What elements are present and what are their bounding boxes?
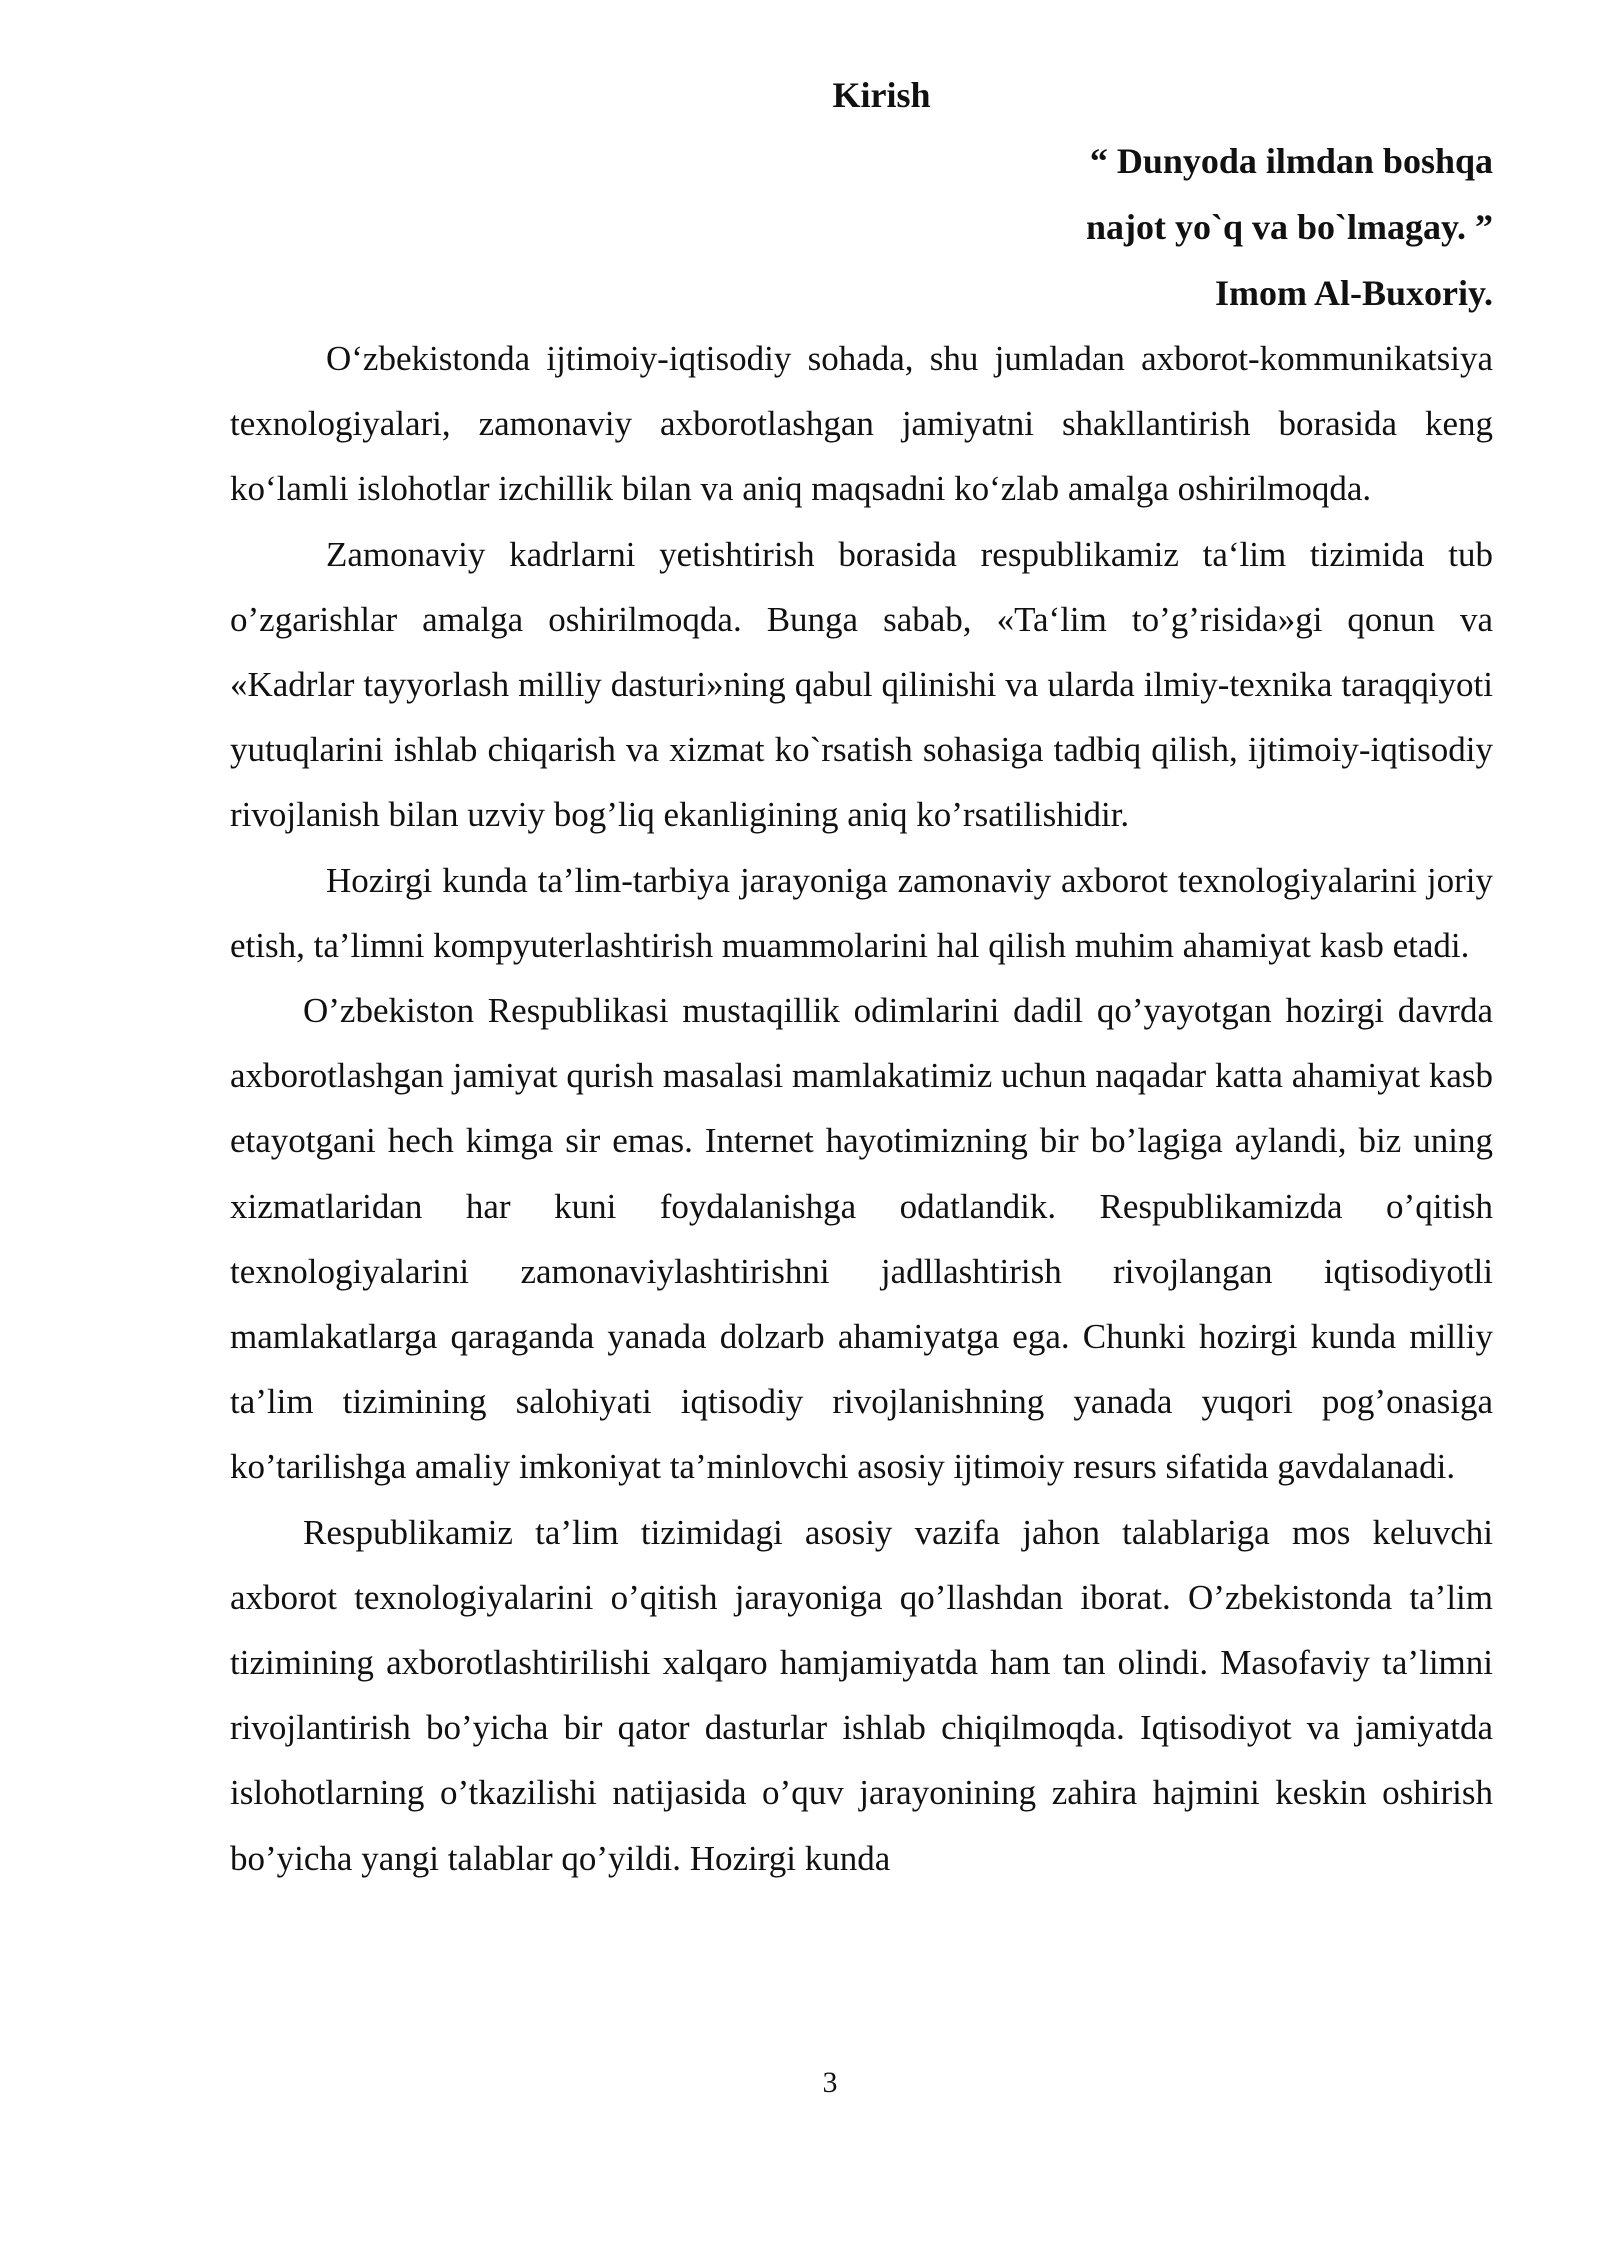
epigraph-line-1: “ Dunyoda ilmdan boshqa xyxy=(1089,141,1493,181)
page-number: 3 xyxy=(822,2066,838,2099)
epigraph xyxy=(230,128,1493,326)
paragraph-3: Hozirgi kunda ta’lim-tarbiya jarayoniga zamonaviy axborot texnologiyalarini joriy etish, ta’limni kompyuterlashtirish muammolarini hal qilish muhim ahamiyat kasb etadi. xyxy=(230,860,1493,965)
epigraph-author: Imom Al-Buxoriy. xyxy=(1214,273,1493,313)
paragraph-4: O’zbekiston Respublikasi mustaqillik odimlarini dadil qo’yayotgan hozirgi davrda axborotlashgan jamiyat qurish masalasi mamlakatimiz uchun naqadar katta ahamiyat kasb etayotgani hech kimga sir emas. Internet hayotimizning bir bo’lagiga aylandi, biz uning xizmatlaridan har kuni foydalanishga odatlandik. Respublikamizda o’qitish texnologiyalarini zamonaviylashtirishni jadllashtirish rivojlangan iqtisodiyotli mamlakatlarga qaraganda yanada dolzarb ahamiyatga ega. Chunki hozirgi kunda milliy ta’lim tizimining salohiyati iqtisodiy rivojlanishning yanada yuqori pog’onasiga ko’tarilishga amaliy imkoniyat ta’minlovchi asosiy ijtimoiy resurs sifatida gavdalanadi. xyxy=(230,991,1493,1487)
paragraph-2: Zamonaviy kadrlarni yetishtirish borasida respublikamiz ta‘lim tizimida tub o’zgarishlar amalga oshirilmoqda. Bunga sabab, «Ta‘lim to’g’risida»gi qonun va «Kadrlar tayyorlash milliy dasturi»ning qabul qilinishi va ularda ilmiy-texnika taraqqiyoti yutuqlarini ishlab chiqarish va xizmat ko`rsatish sohasiga tadbiq qilish, ijtimoiy-iqtisodiy rivojlanish bilan uzviy bog’liq ekanligining aniq ko’rsatilishidir. xyxy=(230,534,1493,835)
document-page xyxy=(230,62,1493,1891)
section-title: Kirish xyxy=(832,75,931,115)
paragraph-1: O‘zbekistonda ijtimoiy-iqtisodiy sohada, shu jumladan axborot-kommunikatsiya texnologiyalari, zamonaviy axborotlashgan jamiyatni shakllantirish borasida keng ko‘lamli islohotlar izchillik bilan va aniq maqsadni ko‘zlab amalga oshirilmoqda. xyxy=(230,339,1493,509)
epigraph-line-2: najot yo`q va bo`lmagay. ” xyxy=(1085,207,1493,247)
paragraph-5: Respublikamiz ta’lim tizimidagi asosiy vazifa jahon talablariga mos keluvchi axborot texnologiyalarini o’qitish jarayoniga qo’llashdan iborat. O’zbekistonda ta’lim tizimining axborotlashtirilishi xalqaro hamjamiyatda ham tan olindi. Masofaviy ta’limni rivojlantirish bo’yicha bir qator dasturlar ishlab chiqilmoqda. Iqtisodiyot va jamiyatda islohotlarning o’tkazilishi natijasida o’quv jarayonining zahira hajmini keskin oshirish bo’yicha yangi talablar qo’yildi. Hozirgi kunda xyxy=(230,1512,1493,1878)
